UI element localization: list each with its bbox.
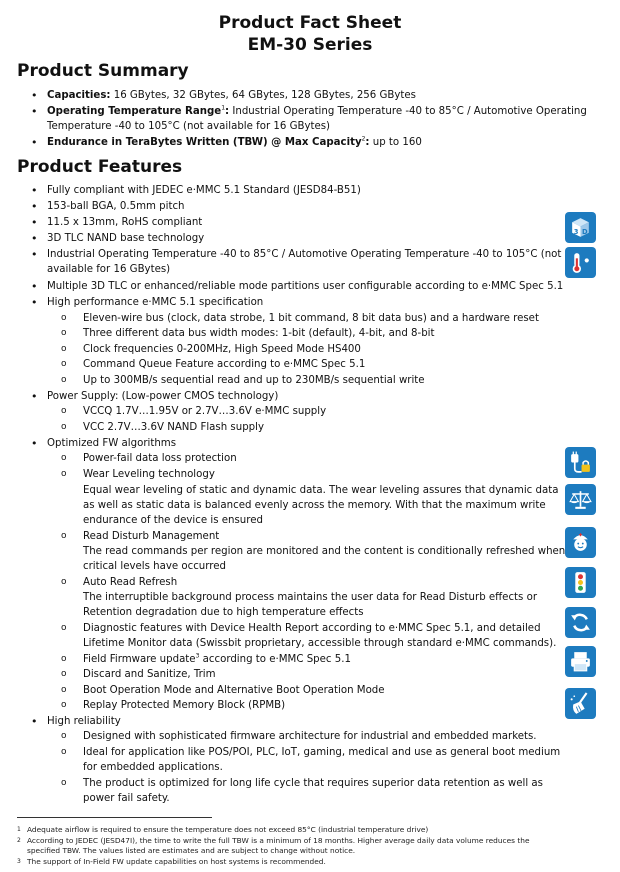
sub-item-desc: critical levels have occurred xyxy=(83,561,226,572)
product-summary-heading: Product Summary xyxy=(17,61,189,81)
sub-item: o VCCQ 1.7V…1.95V or 2.7V…3.6V e·MMC supply xyxy=(83,405,326,418)
feature-item: • High performance e·MMC 5.1 specification xyxy=(47,296,263,309)
feature-item: • Industrial Operating Temperature -40 to 85°C / Automotive Operating Temperature -40 to 105°C (not xyxy=(47,248,561,261)
sub-item-cont: power fail safety. xyxy=(83,793,170,804)
sub-item-desc: as well as static data is balanced evenly across the memory. With that the maximum write xyxy=(83,500,546,511)
summary-capacities: • Capacities: 16 GBytes, 32 GBytes, 64 GBytes, 128 GBytes, 256 GBytes xyxy=(47,89,416,102)
broom-icon xyxy=(565,688,596,719)
feature-item: • 11.5 x 13mm, RoHS compliant xyxy=(47,216,202,229)
sub-item-desc: Equal wear leveling of static and dynamic data. The wear leveling assures that dynamic data xyxy=(83,485,559,496)
summary-tbw: • Endurance in TeraBytes Written (TBW) @ Max Capacity$^2$: up to 160 xyxy=(47,136,422,149)
feature-item: • Optimized FW algorithms xyxy=(47,437,176,450)
sub-item-desc: The read commands per region are monitored and the content is conditionally refreshed when xyxy=(83,546,566,557)
sub-item: o Power-fail data loss protection xyxy=(83,452,237,465)
sub-item-desc: The interruptible background process maintains the user data for Read Disturb effects or xyxy=(83,592,538,603)
sub-item: o Designed with sophisticated firmware architecture for industrial and embedded markets. xyxy=(83,730,537,743)
feature-item: • Multiple 3D TLC or enhanced/reliable mode partitions user configurable according to e·MMC Spec 5.1 xyxy=(47,280,563,293)
document-subtitle: EM-30 Series xyxy=(247,35,373,55)
feature-item: • Power Supply: (Low-power CMOS technology) xyxy=(47,390,278,403)
sub-item: o Field Firmware update$^3$ according to e·MMC Spec 5.1 xyxy=(83,653,351,666)
sub-item: o Boot Operation Mode and Alternative Boot Operation Mode xyxy=(83,684,385,697)
sub-item: o Clock frequencies 0-200MHz, High Speed Mode HS400 xyxy=(83,343,361,356)
3d-icon xyxy=(565,212,596,243)
sub-item: o Command Queue Feature according to e·MMC Spec 5.1 xyxy=(83,358,365,371)
svg-text:3: 3 xyxy=(573,227,579,236)
feature-item: • Fully compliant with JEDEC e·MMC 5.1 Standard (JESD84-B51) xyxy=(47,184,361,197)
sub-item: o Auto Read Refresh xyxy=(83,576,177,589)
footnote-divider xyxy=(17,817,212,818)
product-features-heading: Product Features xyxy=(17,157,183,177)
footnote: 3 The support of In-Field FW update capabilities on host systems is recommended. xyxy=(17,857,326,866)
temperature-icon xyxy=(565,247,596,278)
sub-item: o Wear Leveling technology xyxy=(83,468,215,481)
sub-item: o Read Disturb Management xyxy=(83,530,219,543)
sub-item: o Replay Protected Memory Block (RPMB) xyxy=(83,699,285,712)
sub-item-cont: Lifetime Monitor data (Swissbit proprietary, accessible through standard e·MMC commands). xyxy=(83,638,557,649)
sub-item-desc: endurance of the device is ensured xyxy=(83,515,263,526)
balance-scale-icon xyxy=(565,484,596,515)
refresh-icon xyxy=(565,607,596,638)
sub-item-cont: for embedded applications. xyxy=(83,762,223,773)
document-title: Product Fact Sheet xyxy=(218,13,402,33)
sub-item-desc: Retention degradation due to high temperature effects xyxy=(83,607,364,618)
nurse-icon xyxy=(565,527,596,558)
sub-item: o Discard and Sanitize, Trim xyxy=(83,668,216,681)
sub-item: o Ideal for application like POS/POI, PLC, IoT, gaming, medical and use as general boot medium xyxy=(83,746,560,759)
sub-item: o VCC 2.7V…3.6V NAND Flash supply xyxy=(83,421,264,434)
feature-item: • 153-ball BGA, 0.5mm pitch xyxy=(47,200,185,213)
printer-icon xyxy=(565,646,596,677)
svg-text:D: D xyxy=(582,227,588,236)
traffic-light-icon xyxy=(565,567,596,598)
power-lock-icon xyxy=(565,447,596,478)
footnote-cont: specified TBW. The values listed are estimates and are subject to change without notice. xyxy=(27,846,356,855)
feature-item: • High reliability xyxy=(47,715,121,728)
feature-item-cont: available for 16 GBytes) xyxy=(47,264,171,275)
summary-temperature: • Operating Temperature Range$^1$: Industrial Operating Temperature -40 to 85°C / Automotive Operating xyxy=(47,105,587,118)
summary-temperature-cont: Temperature -40 to 105°C (not available for 16 GBytes) xyxy=(47,121,331,132)
feature-item: • 3D TLC NAND base technology xyxy=(47,232,204,245)
sub-item: o Eleven-wire bus (clock, data strobe, 1 bit command, 8 bit data bus) and a hardware reset xyxy=(83,312,539,325)
sub-item: o The product is optimized for long life cycle that requires superior data retention as well as xyxy=(83,777,543,790)
sub-item: o Three different data bus width modes: 1-bit (default), 4-bit, and 8-bit xyxy=(83,327,435,340)
footnote: 2 According to JEDEC (JESD47I), the time to write the full TBW is a minimum of 18 months. Higher average daily data volume reduces the xyxy=(17,836,530,845)
sub-item: o Diagnostic features with Device Health Report according to e·MMC Spec 5.1, and detailed xyxy=(83,622,541,635)
footnote: 1 Adequate airflow is required to ensure the temperature does not exceed 85°C (industrial temperature drive) xyxy=(17,825,429,834)
sub-item: o Up to 300MB/s sequential read and up to 230MB/s sequential write xyxy=(83,374,425,387)
